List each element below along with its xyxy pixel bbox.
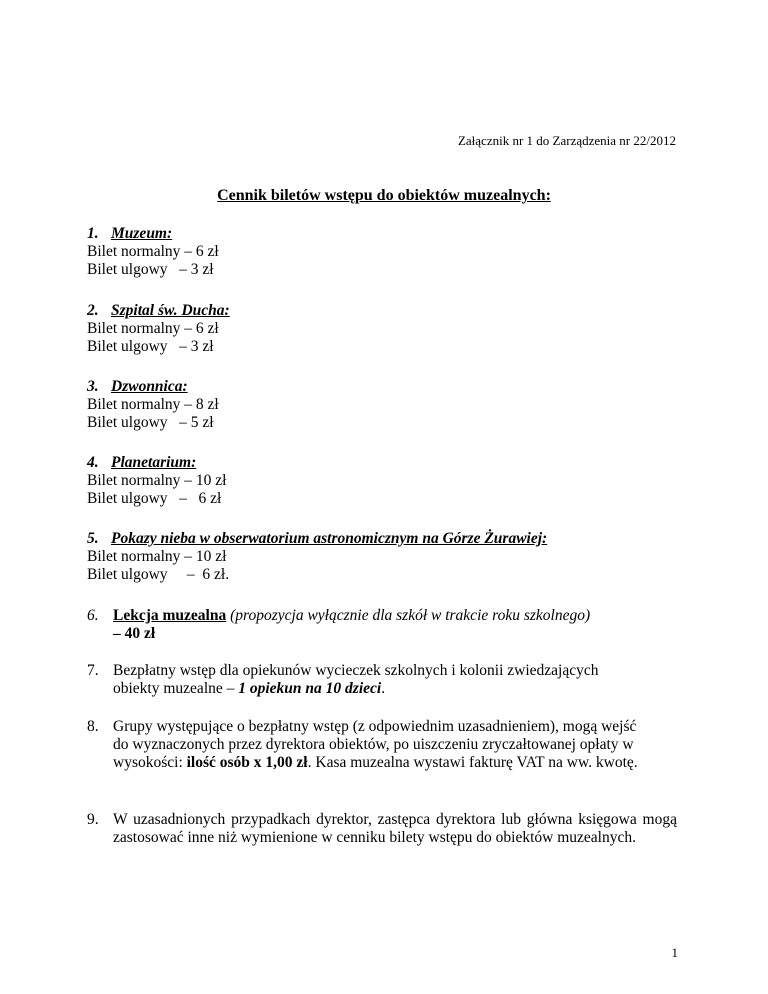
section-name: Szpital św. Ducha: [111,302,230,319]
reduced-ticket-price: Bilet ulgowy – 3 zł [87,261,214,278]
normal-ticket-price: Bilet normalny – 10 zł [87,548,227,565]
lesson-name: Lekcja muzealna [113,607,227,624]
page-number: 1 [671,945,678,960]
section-name: Muzeum: [111,225,173,242]
item-group-free-entry [87,718,677,772]
reduced-ticket-price: Bilet ulgowy – 6 zł. [87,566,230,583]
item-free-guardians [87,662,677,698]
normal-ticket-price: Bilet normalny – 10 zł [87,472,227,489]
section-hospital [87,302,687,356]
lesson-note: (propozycja wyłącznie dla szkół w trakcie roku szkolnego) [230,607,591,624]
item-number: 8. [87,718,99,735]
reduced-ticket-price: Bilet ulgowy – 5 zł [87,414,214,431]
item-director-exceptions [87,811,677,847]
normal-ticket-price: Bilet normalny – 6 zł [87,243,219,260]
fee-formula: ilość osób x 1,00 zł [186,754,308,771]
document-title: Cennik biletów wstępu do obiektów muzealnych: [217,187,551,204]
item-text-end: . Kasa muzealna wystawi fakturę VAT na ww. kwotę. [307,754,638,771]
annex-reference: Załącznik nr 1 do Zarządzenia nr 22/2012 [457,133,676,148]
section-name: Pokazy nieba w obserwatorium astronomicznym na Górze Żurawiej: [111,530,548,547]
section-planetarium [87,454,687,508]
section-number: 5. [87,530,99,547]
reduced-ticket-price: Bilet ulgowy – 3 zł [87,338,214,355]
item-text: Bezpłatny wstęp dla opiekunów wycieczek szkolnych i kolonii zwiedzających obiekty muzealne – [113,662,599,697]
section-heading [87,530,687,548]
section-number: 3. [87,378,99,395]
item-text: Grupy występujące o bezpłatny wstęp (z odpowiednim uzasadnieniem), mogą wejść do wyznaczonych przez dyrektora obiektów, po uiszczeniu zryczałtowanej opłaty w wysokości: [113,718,637,771]
section-number: 2. [87,302,99,319]
item-number: 7. [87,662,99,679]
normal-ticket-price: Bilet normalny – 6 zł [87,320,219,337]
section-heading [87,225,687,243]
section-heading [87,302,687,320]
section-number: 1. [87,225,99,242]
section-heading [87,454,687,472]
section-museum [87,225,687,279]
normal-ticket-price: Bilet normalny – 8 zł [87,396,219,413]
reduced-ticket-price: Bilet ulgowy – 6 zł [87,490,222,507]
item-museum-lesson [87,607,677,643]
item-body [113,662,613,698]
section-number: 4. [87,454,99,471]
section-heading [87,378,687,396]
item-text-end: . [381,680,386,697]
item-body: W uzasadnionych przypadkach dyrektor, zastępca dyrektora lub główna księgowa mogą zastosować inne niż wymienione w cenniku bilety wstępu do obiektów muzealnych. [113,811,677,846]
section-observatory [87,530,687,584]
section-name: Planetarium: [111,454,197,471]
section-name: Dzwonnica: [111,378,188,395]
section-bell-tower [87,378,687,432]
lesson-price: – 40 zł [113,625,156,642]
item-body [113,718,653,772]
item-number: 9. [87,811,99,828]
item-number: 6. [87,607,99,624]
guardian-ratio: 1 opiekun na 10 dzieci [238,680,382,697]
item-body [113,607,677,643]
